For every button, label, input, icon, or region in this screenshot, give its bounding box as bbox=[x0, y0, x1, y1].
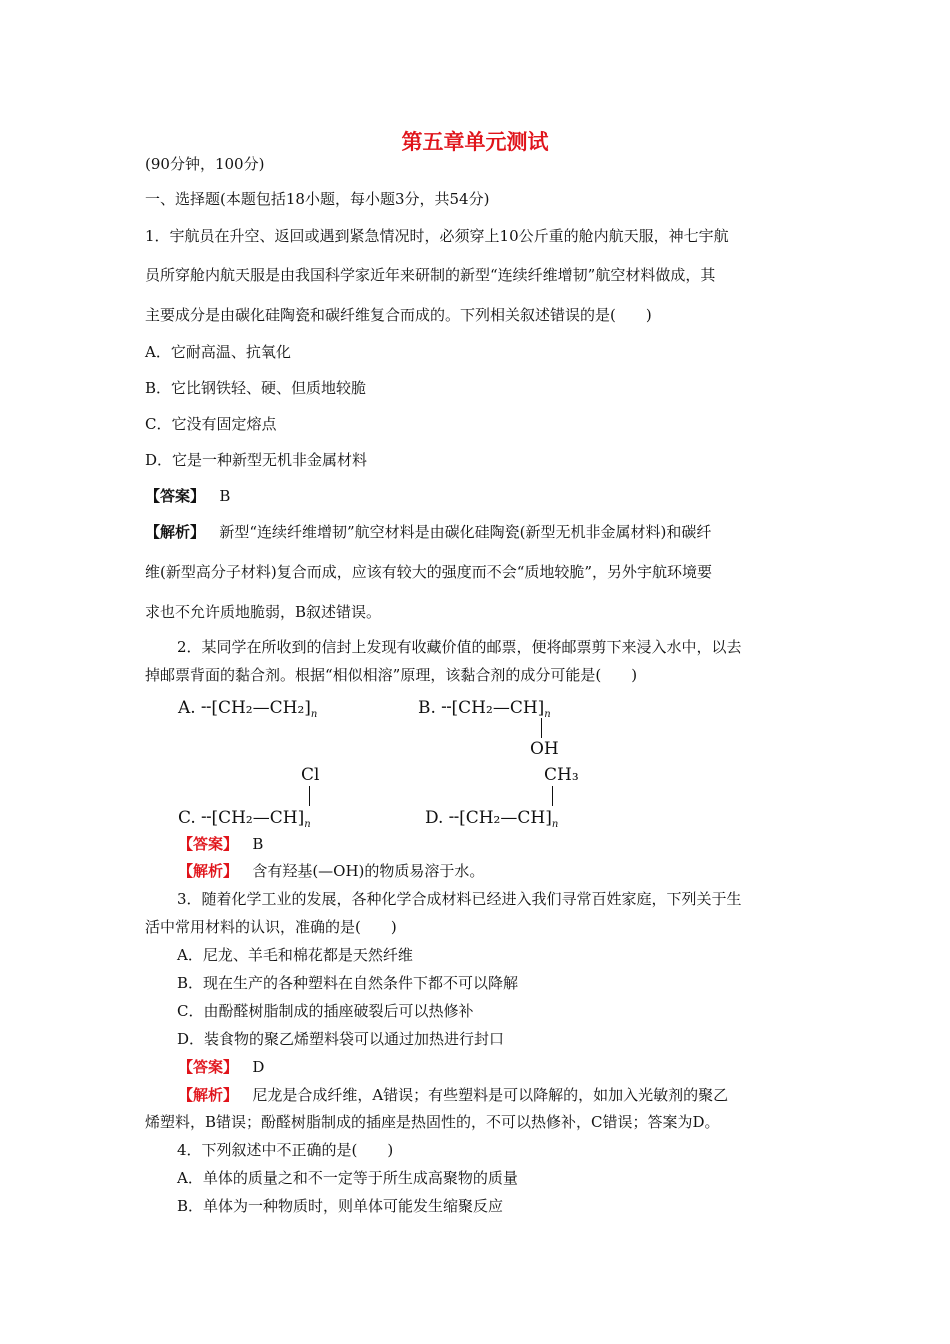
q1-option-b: B．它比钢铁轻、硬、但质地较脆 bbox=[145, 379, 367, 397]
answer-label: 【答案】 bbox=[178, 835, 239, 853]
q3-answer bbox=[178, 1057, 264, 1077]
option-letter: A. bbox=[178, 698, 196, 718]
option-letter: B. bbox=[418, 698, 436, 718]
q3-analysis-line: 烯塑料，B错误；酚醛树脂制成的插座是热固性的，不可以热修补，C错误；答案为D。 bbox=[145, 1113, 720, 1131]
exam-meta: (90分钟，100分) bbox=[145, 155, 265, 173]
q3-option-d: D．装食物的聚乙烯塑料袋可以通过加热进行封口 bbox=[177, 1030, 505, 1048]
polymer-formula: ╌[CH₂—CH₂] bbox=[201, 698, 311, 718]
q4-option-b: B．单体为一种物质时，则单体可能发生缩聚反应 bbox=[177, 1197, 504, 1215]
repeat-n: n bbox=[551, 819, 559, 830]
section-heading: 一、选择题(本题包括18小题，每小题3分，共54分) bbox=[145, 190, 490, 208]
substituent-oh: OH bbox=[530, 739, 559, 759]
q1-answer bbox=[145, 486, 230, 506]
q2-option-d-formula bbox=[425, 807, 558, 836]
answer-value: D bbox=[252, 1058, 265, 1076]
q4-option-a: A．单体的质量之和不一定等于所生成高聚物的质量 bbox=[177, 1169, 518, 1187]
polymer-formula: ╌[CH₂—CH] bbox=[441, 698, 545, 718]
analysis-text: 尼龙是合成纤维，A错误；有些塑料是可以降解的，如加入光敏剂的聚乙 bbox=[252, 1086, 729, 1104]
repeat-n: n bbox=[304, 819, 311, 830]
q3-stem-line: 3．随着化学工业的发展，各种化学合成材料已经进入我们寻常百姓家庭，下列关于生 bbox=[177, 890, 742, 908]
q1-option-d: D．它是一种新型无机非金属材料 bbox=[145, 451, 368, 469]
option-letter: D. bbox=[425, 808, 444, 828]
analysis-label: 【解析】 bbox=[178, 1086, 239, 1104]
repeat-n: n bbox=[544, 709, 551, 720]
q2-option-a-formula bbox=[178, 697, 317, 726]
q1-stem-line: 主要成分是由碳化硅陶瓷和碳纤维复合而成的。下列相关叙述错误的是( ) bbox=[145, 306, 652, 324]
q1-option-a: A．它耐高温、抗氧化 bbox=[145, 343, 291, 361]
polymer-formula: ╌[CH₂—CH] bbox=[201, 808, 305, 828]
answer-label: 【答案】 bbox=[145, 487, 206, 505]
analysis-label: 【解析】 bbox=[145, 523, 206, 541]
substituent-cl: Cl bbox=[301, 765, 320, 785]
repeat-n: n bbox=[310, 709, 318, 720]
bond-line bbox=[541, 718, 542, 738]
q1-stem-line: 员所穿舱内航天服是由我国科学家近年来研制的新型“连续纤维增韧”航空材料做成，其 bbox=[145, 266, 716, 284]
q3-option-c: C．由酚醛树脂制成的插座破裂后可以热修补 bbox=[177, 1002, 474, 1020]
answer-value: B bbox=[219, 487, 231, 505]
option-letter: C. bbox=[178, 808, 196, 828]
q2-analysis bbox=[178, 861, 484, 881]
substituent-ch3: CH₃ bbox=[544, 765, 579, 785]
q2-option-b-formula bbox=[418, 697, 551, 726]
q1-analysis-line: 求也不允许质地脆弱，B叙述错误。 bbox=[145, 603, 382, 621]
analysis-label: 【解析】 bbox=[178, 862, 239, 880]
page-title: 第五章单元测试 bbox=[401, 130, 549, 154]
q2-stem-line: 掉邮票背面的黏合剂。根据“相似相溶”原理，该黏合剂的成分可能是( ) bbox=[145, 666, 638, 684]
q1-stem-line: 1．宇航员在升空、返回或遇到紧急情况时，必须穿上10公斤重的舱内航天服，神七宇航 bbox=[145, 227, 729, 245]
analysis-text: 新型“连续纤维增韧”航空材料是由碳化硅陶瓷(新型无机非金属材料)和碳纤 bbox=[219, 523, 712, 541]
q3-option-b: B．现在生产的各种塑料在自然条件下都不可以降解 bbox=[177, 974, 519, 992]
analysis-text: 含有羟基(—OH)的物质易溶于水。 bbox=[252, 862, 485, 880]
q2-stem-line: 2．某同学在所收到的信封上发现有收藏价值的邮票，便将邮票剪下来浸入水中，以去 bbox=[177, 638, 742, 656]
answer-value: B bbox=[252, 835, 264, 853]
q1-analysis-line: 维(新型高分子材料)复合而成，应该有较大的强度而不会“质地较脆”，另外宇航环境要 bbox=[145, 563, 713, 581]
bond-line bbox=[552, 786, 553, 806]
q2-option-c-formula bbox=[178, 807, 311, 836]
q1-option-c: C．它没有固定熔点 bbox=[145, 415, 277, 433]
q3-stem-line: 活中常用材料的认识，准确的是( ) bbox=[145, 918, 397, 936]
answer-label: 【答案】 bbox=[178, 1058, 239, 1076]
bond-line bbox=[309, 786, 310, 806]
q1-analysis-line bbox=[145, 522, 711, 542]
q4-stem: 4．下列叙述中不正确的是( ) bbox=[177, 1141, 394, 1159]
polymer-formula: ╌[CH₂—CH] bbox=[448, 808, 552, 828]
q3-analysis-line bbox=[178, 1085, 728, 1105]
q3-option-a: A．尼龙、羊毛和棉花都是天然纤维 bbox=[177, 946, 413, 964]
q2-answer bbox=[178, 834, 263, 854]
